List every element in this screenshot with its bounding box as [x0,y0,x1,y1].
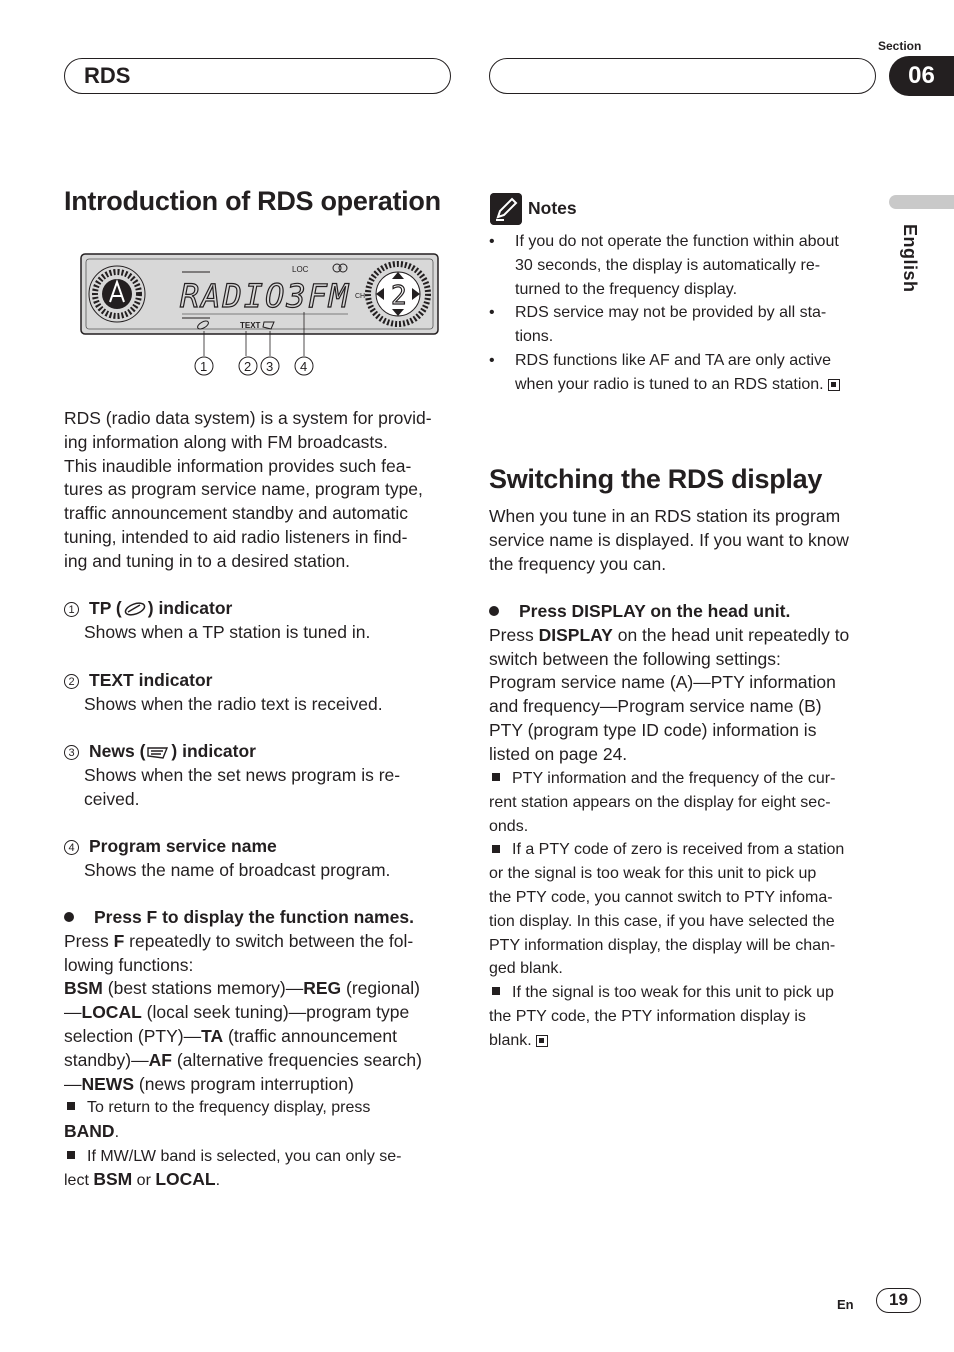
header-right-pill [489,58,876,94]
note-item: • RDS service may not be provided by all sta- tions. [489,304,827,346]
notes-pencil-icon [490,193,522,225]
footer-language: En [837,1297,854,1312]
notes-list [489,230,889,397]
item-number: 3 [64,745,79,760]
callout-1 [195,357,213,375]
display-loc-text: LOC [292,265,309,274]
callout-4 [295,357,313,375]
item-number: 2 [64,674,79,689]
note-return-frequency: To return to the frequency display, press BAND. If MW/LW band is selected, you can only se- lect BSM or LOCAL. [64,1099,402,1190]
end-mark-icon [536,1035,548,1047]
callout-3 [261,357,279,375]
bullet-icon [64,912,74,922]
item-news-indicator: 3 News ( ) indicator Shows when the set news program is re- ceived. [64,740,464,811]
note-item: • RDS functions like AF and TA are only active when your radio is tuned to an RDS station. [489,349,889,397]
header-title: RDS [84,63,131,88]
page-number: 19 [876,1288,921,1313]
press-f-section: Press F to display the function names. Press F repeatedly to switch between the fol- lowing functions: BSM (best stations memory)—REG (regional) —LOCAL (local seek tuning)—program type selection (PTY)—TA (traffic announcement standby)—AF (alternative frequencies search) —NEWS (news program interruption) [64,907,422,1094]
item-number: 1 [64,602,79,617]
language-label: English [900,224,920,293]
callout-2 [239,357,257,375]
note-item: • If you do not operate the function within about 30 seconds, the display is automatically re- turned to the frequency display. [489,233,839,298]
item-program-service-name: 4 Program service name Shows the name of broadcast program. [64,835,464,883]
square-bullet-icon [492,845,500,853]
bullet-icon [489,606,499,616]
notes-title: Notes [528,198,577,218]
end-mark-icon [828,379,840,391]
radio-display-illustration [80,252,440,382]
svg-text:3: 3 [266,359,274,374]
square-bullet-icon [67,1151,75,1159]
display-text-indicator: TEXT [240,321,261,330]
intro-paragraph: RDS (radio data system) is a system for provid- ing information along with FM broadcasts. This inaudible information provides such fea- tures as program service name, program type, traffic announcement standby and automatic tuning, intended to aid radio listeners in find- ing and tuning in to a desired station. [64,408,432,571]
square-bullet-icon [67,1102,75,1110]
language-tab [889,195,954,209]
svg-text:2: 2 [244,359,252,374]
svg-text:4: 4 [300,359,308,374]
switching-heading: Switching the RDS display [489,464,823,494]
item-number: 4 [64,840,79,855]
pty-notes: PTY information and the frequency of the cur- rent station appears on the display for eight sec- onds. If a PTY code of zero is received from a station or the signal is too weak for this unit to pick up the PTY code, you cannot switch to PTY infoma- tion display. In this case, if you have selected the PTY information display, the display will be chan- ged blank. If the signal is too weak for this unit to pick up the PTY code, the PTY information display is blank. [489,770,845,1049]
svg-text:1: 1 [200,359,208,374]
intro-heading: Introduction of RDS operation [64,186,441,216]
display-ch-text: CH [355,293,366,300]
square-bullet-icon [492,987,500,995]
news-icon [145,744,171,760]
item-text-indicator: 2 TEXT indicator Shows when the radio text is received. [64,669,464,717]
press-display-section: Press DISPLAY on the head unit. Press DISPLAY on the head unit repeatedly to switch between the following settings: Program service name (A)—PTY information and frequency—Program service name (B) PTY (program type ID code) information is listed on page 24. [489,601,850,764]
tp-icon [122,601,148,617]
switching-intro: When you tune in an RDS station its program service name is displayed. If you want to know the frequency you can. [489,506,849,574]
display-main-text: RADIO3FM [180,277,351,315]
section-label: Section [878,39,922,53]
display-preset-number: 2 [391,281,407,311]
item-tp-indicator: 1 TP ( ) indicator Shows when a TP station is tuned in. [64,597,464,645]
section-badge: 06 [889,56,954,96]
square-bullet-icon [492,773,500,781]
